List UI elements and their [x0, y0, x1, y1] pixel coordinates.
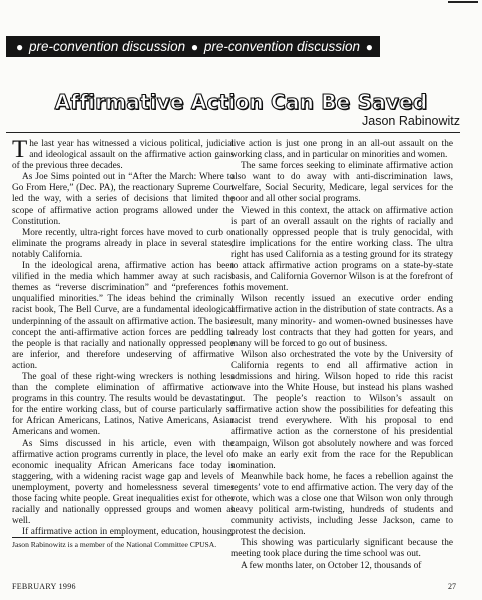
article-title: Affirmative Action Can Be Saved: [54, 90, 428, 114]
footnote-rule: [12, 537, 124, 538]
paragraph: Viewed in this context, the attack on affirmative action is part of an overall assault on the rights of racially and nationally oppressed people that is truly genocidal, with dire implications for the entire working class. The ultra right has used California as a testing ground for its strategy to attack affirmative action programs on a state-by-state basis, and California Governor Wilson is at the forefront of this movement.: [231, 205, 453, 294]
paragraph: The last year has witnessed a vicious political, judicial and ideological assault on the affirmative action gains of the previous three decades.: [12, 139, 234, 172]
drop-cap: T: [12, 139, 28, 163]
bullet-icon: ●: [365, 40, 373, 54]
bullet-icon: ●: [190, 40, 199, 54]
title-rule: [6, 132, 460, 133]
paragraph: A few months later, on October 12, thousands of: [241, 560, 422, 571]
right-column: [231, 139, 453, 598]
paragraph: Meanwhile back home, he faces a rebellion against the regents’ vote to end affirmative action. The very day of the vote, which was a close one that Wilson won only through heavy political arm-twisting, hundreds of students and community activists, including Jesse Jackson, came to protest the decision.: [231, 471, 453, 538]
paragraph: If affirmative action in employment, education, housing,: [22, 527, 234, 538]
author-footnote: Jason Rabinowitz is a member of the National Committee CPUSA.: [12, 540, 217, 549]
page-number: 27: [448, 582, 456, 591]
paragraph: As Joe Sims pointed out in “After the March: Where to Go From Here,” (Dec. PA), the reactionary Supreme Court led the way, with a series of decisions that limited the scope of affirmative action programs allowed under the Constitution.: [12, 172, 234, 227]
bullet-icon: ●: [16, 40, 24, 54]
page-edge-mark: [448, 1, 478, 3]
paragraph: This showing was particularly significant because the meeting took place during the time school was out.: [231, 538, 453, 560]
paragraph: In the ideological arena, affirmative action has been vilified in the media which hammer away at such racist themes as “reverse discrimination” and “preferences for unqualified minorities.” The ideas behind the criminally racist book, The Bell Curve, are a fundamental ideological underpinning of the assault on affirmative action. The basic concept the anti-affirmative action forces are peddling to the people is that racially and nationally oppressed people are inferior, and therefore undeserving of affirmative action.: [12, 261, 234, 371]
banner-label-2: pre-convention discussion: [203, 39, 360, 54]
paragraph: Wilson recently issued an executive order ending affirmative action in the distribution of state contracts. As a result, many minority- and women-owned businesses have already lost contracts that they had gotten for years, and many will be forced to go out of business.: [231, 294, 453, 349]
article-author: Jason Rabinowitz: [362, 114, 460, 128]
paragraph: The same forces seeking to eliminate affirmative action also want to do away with anti-discrimination laws, welfare, Social Security, Medicare, legal services for the poor and all other social programs.: [231, 161, 453, 205]
paragraph: The goal of these right-wing wreckers is nothing less than the complete elimination of affirmative action programs in this country. The results would be devastating for the entire working class, but of course particularly so for African Americans, Latinos, Native Americans, Asian Americans and women.: [12, 371, 234, 438]
paragraph: As Sims discussed in his article, even with the affirmative action programs currently in place, the level of economic inequality African Americans face today is staggering, with a widening racist wage gap and levels of unemployment, poverty and homelessness several times those facing white people. Great inequalities exist for other racially and nationally oppressed groups and women as well.: [12, 438, 234, 527]
issue-date: FEBRUARY 1996: [12, 582, 76, 591]
paragraph: tive action is just one prong in an all-out assault on the working class, and in particular on minorities and women.: [231, 139, 453, 161]
banner-label-1: pre-convention discussion: [29, 39, 186, 54]
paragraph: Wilson also orchestrated the vote by the University of California regents to end all affirmative action in admissions and hiring. Wilson hoped to ride this racist wave into the White House, but instead his plans washed out. The people’s reaction to Wilson’s assault on affirmative action show the possibilities for defeating this racist trend everywhere. With his proposal to end affirmative action as the cornerstone of his presidential campaign, Wilson got absolutely nowhere and was forced to make an early exit from the race for the Republican nomination.: [231, 349, 453, 471]
left-column: [12, 139, 234, 538]
paragraph: More recently, ultra-right forces have moved to curb or eliminate the programs already in place in several states, notably California.: [12, 227, 234, 260]
section-banner: [6, 36, 380, 57]
